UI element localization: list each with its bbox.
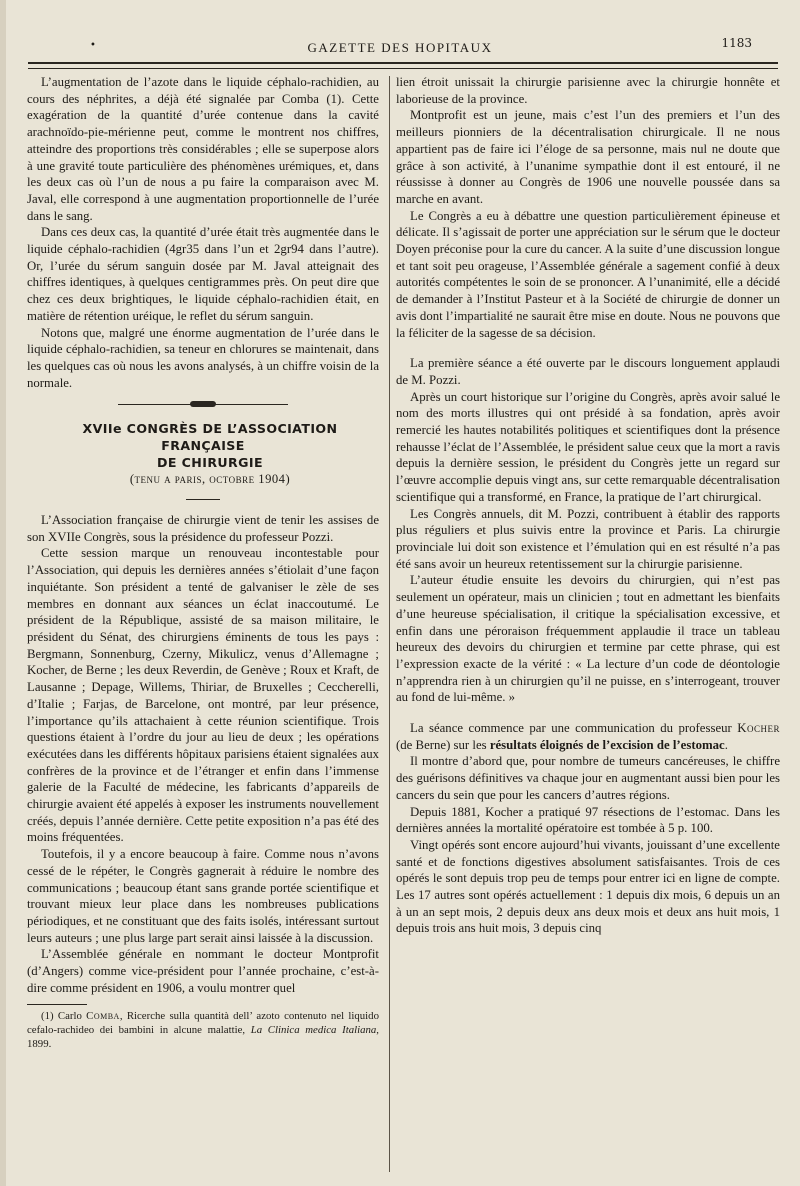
body-paragraph: L’augmentation de l’azote dans le liquide céphalo-rachidien, au cours des néphrites, a déjà été signalée par Comba (1). Cette exagération de la quantité d’urée contenue dans la cavité arachnoïdo-pie-mérienne peut, comme le montrent nos chiffres, atteindre des proportions très considérables ; elle se superpose alors à une gravité toute particulière des phénomènes urémiques, et, dans les deux cas où l’un de nous a pu faire la comparaison avec M. Javal, elle correspond à une augmentation proportionnelle de l’urée dans le sang. xyxy=(27,75,379,223)
section-title: XVIIe CONGRÈS DE L’ASSOCIATION FRANÇAISE xyxy=(82,421,338,454)
body-paragraph: Le Congrès a eu à débattre une question particulièrement épineuse et délicate. Il s’agissait de porter une appréciation sur le sérum que le docteur Doyen préconise pour la cure du cancer. A la suite d’une discussion longue et tant soit peu orageuse, l’Assemblée générale a sagement confié à deux autorités compétentes le soin de se prononcer. A l’unanimité, elle a décidé de demander à l’Institut Pasteur et à la Société de chirurgie de donner un avis dont l’impartialité ne saurait être mise en doute. Nous ne pouvons que la féliciter de la sagesse de sa décision. xyxy=(396,208,780,340)
body-paragraph: Il montre d’abord que, pour nombre de tumeurs cancéreuses, le chiffre des guérisons définitives va chaque jour en augmentant aussi bien pour les cancers du sein que pour les cancers d’autres régions. xyxy=(396,754,780,802)
body-paragraph: Depuis 1881, Kocher a pratiqué 97 résections de l’estomac. Dans les dernières années la mortalité opératoire est tombée à 5 p. 100. xyxy=(396,804,780,836)
body-paragraph: Cette session marque un renouveau incontestable pour l’Association, qui depuis les dernières années s’étiolait d’une façon inquiétante. Son président a tenté de galvaniser le zèle de ses membres en donnant aux séances un éclat inaccoutumé. Le président de la République, assisté de sa maison militaire, le président du Sénat, des chirurgiens éminents de tous les pays : Bergmann, Sonnenburg, Czerny, Mikulicz, venus d’Allemagne ; Kocher, de Berne ; les deux Reverdin, de Genève ; Roux et Kraft, de Lausanne ; Depage, Willems, Thiriar, de Bruxelles ; Ceccherelli, d’Italie ; Farjas, de Barcelone, ont montré, par leur présence, l’importance qu’ils attachaient à cette réunion scientifique. Trois questions étaient à l’ordre du jour au lieu de deux ; les opérations exécutées dans les différents hôpitaux parisiens étaient signalées aux confrères de la province et de l’étranger et enfin dans l’immense galerie de la Faculté de médecine, les fabricants d’appareils de chirurgie avaient été appelés à exposer les instruments nouvellement créés, depuis l’année dernière. Cette petite exposition n’a pas été des moins fréquentées. xyxy=(27,546,379,845)
footnote-year: , 1899. xyxy=(27,1024,379,1050)
kocher-topic: résultats éloignés de l’excision de l’estomac xyxy=(489,737,725,752)
body-paragraph: Après un court historique sur l’origine du Congrès, après avoir salué le nom des morts illustres qui ont présidé à sa fondation, après avoir remercié les hautes notabilités politiques et scientifiques dont la présence rehausse l’éclat de l’Assemblée, le président salue ceux que la mort a ravis depuis la dernière session, le président du Congrès jette un regard sur l’œuvre accomplie depuis vingt ans, sur cette remarquable décentralisation scientifique qui a transformé, en France, la pratique de l’art chirurgical. xyxy=(396,389,780,504)
subtitle-rule xyxy=(186,499,220,500)
footnote-author: Comba xyxy=(86,1010,120,1023)
paragraph-gap xyxy=(396,341,780,355)
body-paragraph: Les Congrès annuels, dit M. Pozzi, contribuent à établir des rapports plus réguliers et plus suivis entre la province et Paris. La chirurgie provinciale lui doit son existence et l’émulation qui en est résulté n’a pas été sans avoir un heureux retentissement sur la chirurgie parisienne. xyxy=(396,506,780,571)
body-paragraph: L’auteur étudie ensuite les devoirs du chirurgien, qui n’est pas seulement un opérateur, mais un clinicien ; tout en admettant les bienfaits d’une heureuse spécialisation, il critique la spécialisation excessive, et enfin dans une péroraison fréquemment applaudie il trace un tableau heureux des devoirs du chirurgien et termine par cette phrase, qui est l’expression exacte de la vérité : « La lecture d’un code de déontologie n’apprendra rien à un chirurgien qu’il ne puisse, en s’interrogeant, trouver au fond de lui-même. » xyxy=(396,573,780,705)
body-paragraph: Montprofit est un jeune, mais c’est l’un des premiers et l’un des meilleurs pionniers de la décentralisation chirurgicale. Il ne nous appartient pas de faire ici l’éloge de sa personne, mais nul ne doute que grâce à son activité, à l’unanime sympathie dont il est entouré, il ne réussisse à donner au Congrès de 1906 une nouvelle poussée dans sa marche en avant. xyxy=(396,108,780,206)
right-column xyxy=(396,74,780,937)
body-paragraph: La première séance a été ouverte par le discours longuement applaudi de M. Pozzi. xyxy=(396,356,780,387)
section-title-line2: DE CHIRURGIE xyxy=(157,455,263,471)
header-rule-thin xyxy=(28,68,778,69)
body-paragraph: lien étroit unissait la chirurgie parisienne avec la chirurgie honnête et laborieuse de la province. xyxy=(396,75,780,106)
column-divider xyxy=(389,76,390,1172)
body-paragraph: Vingt opérés sont encore aujourd’hui vivants, jouissant d’une excellente santé et de fonctions digestives absolument satisfaisantes. Trois de ces opérés le sont depuis trop peu de temps pour entrer ici en ligne de compte. Les 17 autres sont opérés actuellement : 1 depuis dix mois, 6 depuis un an à un an sept mois, 2 depuis deux ans deux mois et deux ans huit mois, 1 depuis trois ans huit mois, 3 depuis cinq xyxy=(396,837,780,936)
journal-title: GAZETTE DES HOPITAUX xyxy=(307,40,493,55)
binding-shadow xyxy=(0,0,6,1186)
body-paragraph: Toutefois, il y a encore beaucoup à faire. Comme nous n’avons cessé de le répéter, le Congrès gagnerait à réduire le nombre des communications ; beaucoup étant sans grande portée scientifique et trouvant mieux leur place dans les nombreuses publications périodiques, et ne constituant que des faits isolés, intéressant surtout leurs auteurs ; une plus large part serait ainsi laissée à la discussion. xyxy=(27,847,379,945)
paragraph-gap xyxy=(396,706,780,720)
kocher-intro-end: . xyxy=(724,737,728,752)
page-number: 1183 xyxy=(721,36,752,50)
kocher-intro-text: La séance commence par une communication du professeur xyxy=(410,721,738,736)
kocher-name: Kocher xyxy=(737,721,780,736)
footnote xyxy=(27,1010,379,1051)
body-paragraph: L’Assemblée générale en nommant le docteur Montprofit (d’Angers) comme vice-président pour l’année prochaine, c’est-à-dire comme président en 1906, a voulu montrer quel xyxy=(27,947,379,995)
footnote-prefix: (1) Carlo xyxy=(41,1010,87,1023)
header-dot: • xyxy=(90,40,96,51)
kocher-intro-middle: (de Berne) sur les xyxy=(396,737,490,752)
running-header xyxy=(0,32,800,56)
footnote-rule xyxy=(27,1004,87,1005)
left-column xyxy=(27,74,379,1051)
section-subtitle: (tenu a paris, octobre 1904) xyxy=(129,472,291,487)
header-rule-thick xyxy=(28,62,778,64)
body-paragraph: Dans ces deux cas, la quantité d’urée était très augmentée dans le liquide céphalo-rachidien (4gr35 dans l’un et 2gr94 dans l’autre). Or, l’urée du sérum sanguin dosée par M. Javal atteignait des chiffres identiques, à quelques centigrammes près. On peut dire que chez ces deux brightiques, le liquide céphalo-rachidien était, en matière de rétention uréique, le reflet du sérum sanguin. xyxy=(27,225,379,323)
footnote-journal: La Clinica medica Italiana xyxy=(250,1024,377,1037)
section-ornament xyxy=(118,402,288,408)
footnote-text: , Ricerche sulla quantità dell’ azoto contenuto nel liquido cefalo-rachideo dei bambini in alcune malattie, xyxy=(27,1010,379,1037)
body-paragraph: Notons que, malgré une énorme augmentation de l’urée dans le liquide céphalo-rachidien, sa teneur en chlorures se maintenait, dans les quelques cas où nous les avons analysés, à un chiffre voisin de la normale. xyxy=(27,325,379,390)
kocher-paragraph xyxy=(396,720,780,753)
body-paragraph: L’Association française de chirurgie vient de tenir les assises de son XVIIe Congrès, sous la présidence du professeur Pozzi. xyxy=(27,513,379,544)
